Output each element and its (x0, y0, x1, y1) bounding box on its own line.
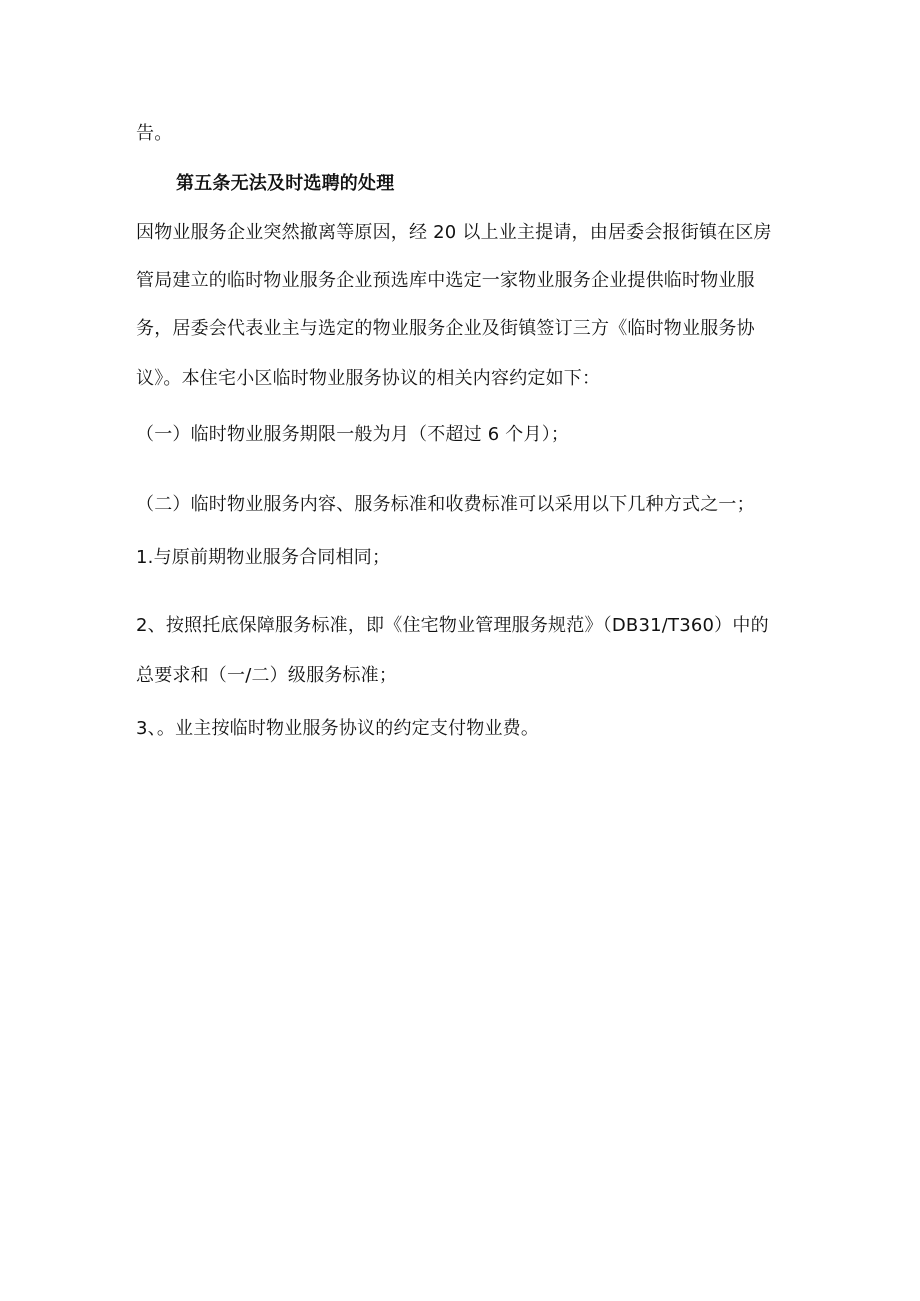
list-item-option-2-continuation: 总要求和（一/二）级服务标准； (136, 665, 398, 686)
paragraph-line-1: 因物业服务企业突然撤离等原因，经 20 以上业主提请，由居委会报街镇在区房 (136, 222, 772, 243)
paragraph-line-2: 管局建立的临时物业服务企业预选库中选定一家物业服务企业提供临时物业服 (136, 270, 755, 291)
section-heading: 第五条无法及时选聘的处理 (176, 173, 395, 194)
list-item-option-1: 1.与原前期物业服务合同相同； (136, 547, 391, 568)
list-item-option-2: 2、按照托底保障服务标准，即《住宅物业管理服务规范》（DB31/T360）中的 (136, 615, 769, 636)
list-item-term: （一）临时物业服务期限一般为月（不超过 6 个月）； (136, 424, 570, 445)
paragraph-line-4: 议》。本住宅小区临时物业服务协议的相关内容约定如下： (136, 368, 601, 389)
list-item-option-3: 3、。业主按临时物业服务协议的约定支付物业费。 (136, 718, 540, 739)
list-item-service-content: （二）临时物业服务内容、服务标准和收费标准可以采用以下几种方式之一； (136, 494, 755, 515)
paragraph-line-3: 务，居委会代表业主与选定的物业服务企业及街镇签订三方《临时物业服务协 (136, 318, 755, 339)
paragraph-line-continuation: 告。 (136, 123, 173, 144)
